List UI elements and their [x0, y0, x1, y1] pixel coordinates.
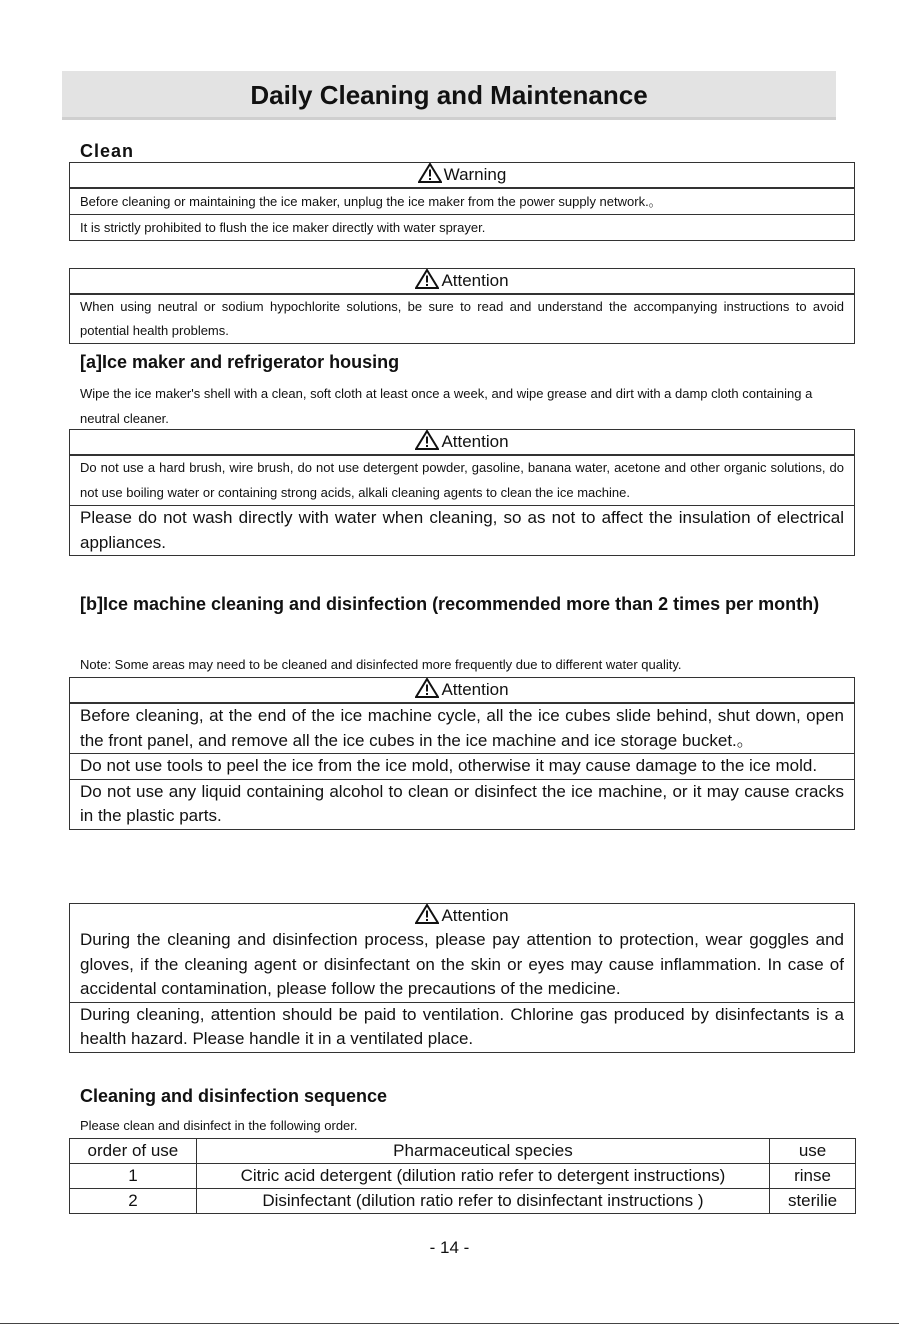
attention-box-3 [69, 677, 855, 830]
attention-row: Before cleaning, at the end of the ice machine cycle, all the ice cubes slide behind, shut down, open the front panel, and remove all the ice cubes in the ice machine and ice storage bucket.。 [70, 703, 854, 753]
attention-box-2 [69, 429, 855, 556]
table-cell: Disinfectant (dilution ratio refer to disinfectant instructions ) [196, 1189, 769, 1214]
table-cell: 1 [70, 1164, 197, 1189]
warning-box-head [70, 163, 854, 188]
section-a-heading: [a]Ice maker and refrigerator housing [80, 352, 400, 372]
attention-box-1 [69, 268, 855, 344]
table-row [70, 1189, 856, 1214]
attention-box-head [70, 904, 854, 928]
table-header-cell: Pharmaceutical species [196, 1139, 769, 1164]
warning-box [69, 162, 855, 241]
title-bar [62, 71, 836, 120]
warning-row: It is strictly prohibited to flush the ice maker directly with water sprayer. [70, 214, 854, 240]
attention-row: During cleaning, attention should be paid to ventilation. Chlorine gas produced by disinfectants is a health hazard. Please handle it in a ventilated place. [70, 1002, 854, 1052]
page-number: - 14 - [429, 1238, 470, 1257]
sequence-intro: Please clean and disinfect in the following order. [80, 1118, 358, 1133]
attention-label: Attention [441, 432, 509, 451]
table-header-row [70, 1139, 856, 1164]
attention-label: Attention [441, 680, 509, 699]
attention-row: Do not use any liquid containing alcohol to clean or disinfect the ice machine, or it may cause cracks in the plastic parts. [70, 779, 854, 829]
attention-label: Attention [441, 271, 509, 290]
sequence-heading: Cleaning and disinfection sequence [80, 1086, 388, 1106]
table-cell: Citric acid detergent (dilution ratio refer to detergent instructions) [196, 1164, 769, 1189]
section-a-text: Wipe the ice maker's shell with a clean, soft cloth at least once a week, and wipe grease and dirt with a damp cloth containing a neutral cleaner. [80, 386, 813, 426]
warning-triangle-icon [415, 430, 439, 450]
warning-label: Warning [443, 165, 507, 184]
attention-row: During the cleaning and disinfection process, please pay attention to protection, wear goggles and gloves, if the cleaning agent or disinfectant on the skin or eyes may cause inflammation. In case of accidental contamination, please follow the precautions of the medicine. [80, 930, 844, 998]
warning-triangle-icon [415, 904, 439, 924]
warning-triangle-icon [415, 269, 439, 289]
warning-triangle-icon [418, 163, 442, 183]
attention-row: Do not use a hard brush, wire brush, do not use detergent powder, gasoline, banana water, acetone and other organic solutions, do not use boiling water or containing strong acids, alkali cleaning agents to clean the ice machine. [70, 455, 854, 505]
warning-row: Before cleaning or maintaining the ice maker, unplug the ice maker from the power supply network.。 [70, 188, 854, 214]
attention-row: When using neutral or sodium hypochlorite solutions, be sure to read and understand the accompanying instructions to avoid potential health problems. [70, 294, 854, 343]
sequence-table [69, 1138, 856, 1214]
page-title: Daily Cleaning and Maintenance [250, 80, 648, 110]
table-header-cell: order of use [70, 1139, 197, 1164]
table-cell: rinse [770, 1164, 856, 1189]
table-header-cell: use [770, 1139, 856, 1164]
table-cell: 2 [70, 1189, 197, 1214]
warning-triangle-icon [415, 678, 439, 698]
clean-heading: Clean [80, 141, 135, 161]
attention-row: Please do not wash directly with water when cleaning, so as not to affect the insulation of electrical appliances. [70, 505, 854, 555]
table-cell: sterilie [770, 1189, 856, 1214]
attention-box-head [70, 269, 854, 294]
attention-box-4 [69, 903, 855, 1053]
attention-box-head [70, 678, 854, 703]
section-b-note: Note: Some areas may need to be cleaned and disinfected more frequently due to different water quality. [80, 657, 682, 672]
section-b-heading: [b]Ice machine cleaning and disinfection (recommended more than 2 times per month) [80, 594, 820, 614]
attention-label: Attention [441, 906, 509, 925]
table-row [70, 1164, 856, 1189]
attention-row: Do not use tools to peel the ice from the ice mold, otherwise it may cause damage to the ice mold. [70, 753, 854, 779]
attention-box-head [70, 430, 854, 455]
